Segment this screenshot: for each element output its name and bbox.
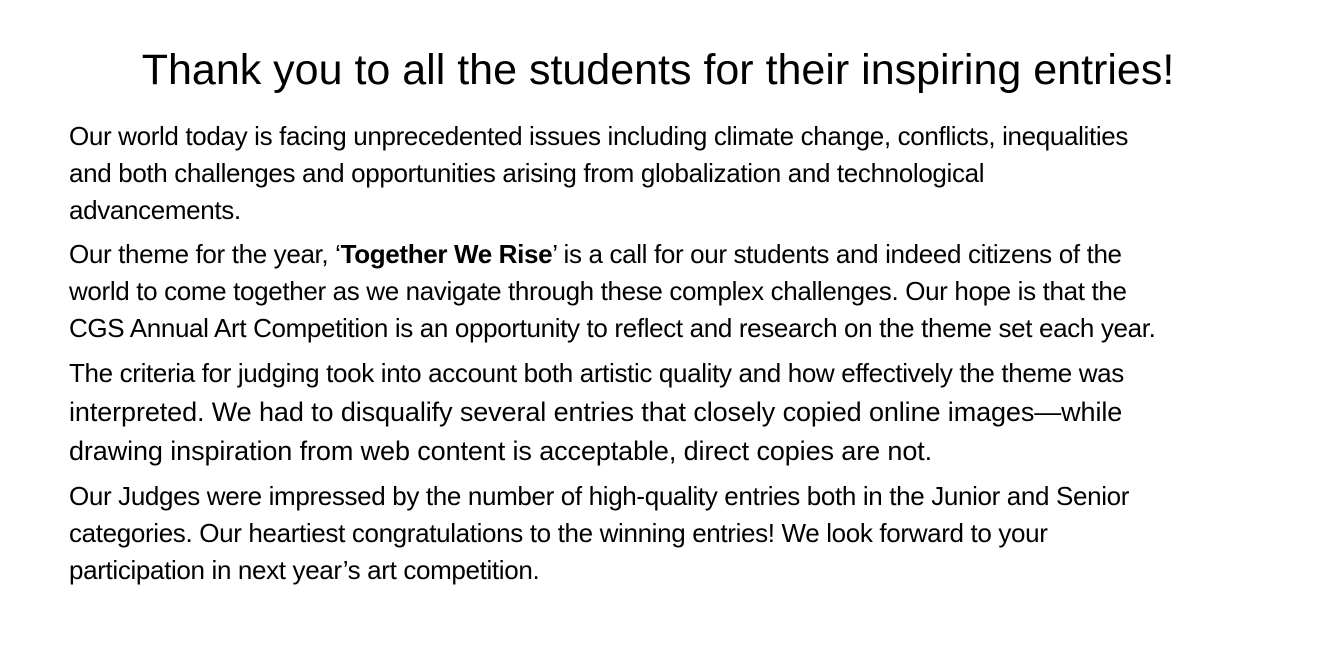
slide-title: Thank you to all the students for their inspiring entries! xyxy=(141,46,1175,94)
theme-intro-text: Our theme for the year, ‘ xyxy=(69,239,341,269)
text-line: interpreted. We had to disqualify several entries that closely copied online images—while xyxy=(69,397,1123,427)
paragraph-theme xyxy=(69,236,1309,347)
text-line: world to come together as we navigate through these complex challenges. Our hope is that the xyxy=(69,276,1127,306)
text-line: advancements. xyxy=(69,195,241,225)
text-line xyxy=(69,236,1309,273)
text-line: categories. Our heartiest congratulations to the winning entries! We look forward to your xyxy=(69,518,1048,548)
text-line: drawing inspiration from web content is acceptable, direct copies are not. xyxy=(69,436,933,466)
slide-body xyxy=(69,118,1309,596)
theme-name: Together We Rise xyxy=(340,239,553,269)
text-line: Our Judges were impressed by the number of high-quality entries both in the Junior and Senior xyxy=(69,481,1130,511)
text-line: and both challenges and opportunities arising from globalization and technological xyxy=(69,158,985,188)
paragraph-world-issues xyxy=(69,118,1309,229)
text-line: The criteria for judging took into account both artistic quality and how effectively the theme was xyxy=(69,358,1124,388)
text-line: CGS Annual Art Competition is an opportunity to reflect and research on the theme set each year. xyxy=(69,313,1156,343)
paragraph-judging-criteria xyxy=(69,354,1309,471)
paragraph-congratulations xyxy=(69,478,1309,589)
theme-outro-text: ’ is a call for our students and indeed citizens of the xyxy=(552,239,1122,269)
text-line: Our world today is facing unprecedented issues including climate change, conflicts, inequalities xyxy=(69,121,1129,151)
text-line: participation in next year’s art competition. xyxy=(69,555,540,585)
